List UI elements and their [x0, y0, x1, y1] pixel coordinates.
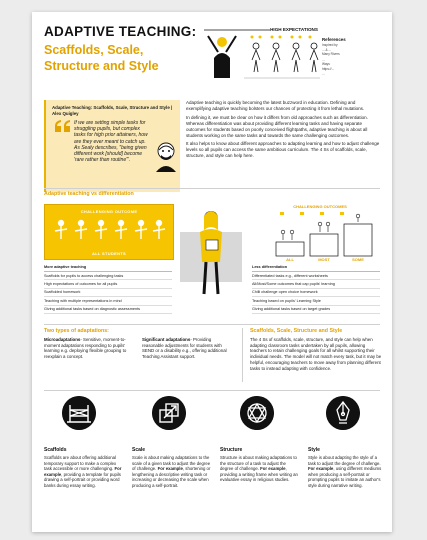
table-row: Chilli challenge open choice homework: [252, 289, 380, 297]
table-row: Scaffolded homework: [44, 289, 172, 297]
card-style: [308, 396, 384, 489]
less-differentiation-table: [252, 264, 380, 314]
table-row: Differentiated tasks e.g., different worksheets: [252, 272, 380, 280]
card-structure: [220, 396, 300, 483]
card-title: Scaffolds: [44, 447, 67, 453]
adaptations-heading: Two types of adaptations:: [44, 328, 109, 334]
banner-label: HIGH EXPECTATIONS: [270, 27, 318, 32]
table-row: Giving additional tasks based on target grades: [252, 306, 380, 314]
column-divider: [242, 328, 243, 382]
references: References Inspired by ... & ... Many Rivers ... Ways https://... ...: [322, 38, 386, 76]
card-title: Style: [308, 447, 320, 453]
table-header: Less differentiation: [252, 264, 380, 272]
card-text: Scale is about making adaptations to the scale of a given task to adjust the degree of challenge. For example, shortening or lengthening a descriptive writing task or increasing or decreasing the scale when producing a self-portrait.: [132, 455, 211, 488]
micro-adaptations-text: Microadaptations- Sensitive, moment-to-moment adaptations responding to pupils' learning e.g. deploying flexible grouping to reexplain a concept.: [44, 337, 127, 360]
table-row: Giving additional tasks based on diagnostic assessments: [44, 306, 172, 314]
intro-paragraph-2: In defining it, we must be clear on how it differs from old approaches such as differentiation. Whereas differentiation was about providing different learning tasks and having separate outcomes for students based on poorly conceived flightpaths, adaptive teaching is about all students working on the same tasks and towards the same challenging outcomes.: [186, 114, 368, 138]
adaptive-outcome-chart: [44, 204, 174, 260]
table-row: Teaching based on pupils' Learning Style: [252, 297, 380, 305]
section-divider: [44, 188, 380, 189]
label-most: MOST: [318, 257, 330, 262]
infographic-page: [32, 12, 392, 532]
card-title: Structure: [220, 447, 243, 453]
card-scale: [132, 396, 212, 489]
comparison-heading: Adaptive teaching vs differentiation: [44, 191, 134, 197]
section-divider: [44, 324, 380, 325]
intro-paragraph-1: Adaptive teaching is quickly becoming the latest buzzword in education. Defining and exemplifying adaptive teaching bolsters our chances of protecting it from lethal mutations.: [186, 100, 365, 111]
structure-icon: [240, 396, 274, 430]
four-s-heading: Scaffolds, Scale, Structure and Style: [250, 328, 343, 334]
quote-mark-icon: [54, 120, 72, 132]
more-adaptive-table: [44, 264, 172, 314]
chart-top-label: CHALLENGING OUTCOME: [80, 209, 138, 214]
quote-box: [44, 100, 180, 192]
author-portrait-icon: [154, 140, 178, 172]
quote-text: If we are setting simple tasks for struggling pupils, but complex tasks for high prior attainers, how are they ever meant to catch up. As Sealy describes, "being given different work [should] become 'rare rather than routine'".: [74, 120, 148, 164]
scale-icon: [152, 396, 186, 430]
differentiated-outcome-chart: [258, 202, 382, 262]
page-subtitle-line2: Structure and Style: [44, 59, 159, 73]
page-title: ADAPTIVE TEACHING:: [44, 24, 197, 39]
chart-bottom-label: ALL STUDENTS: [92, 251, 126, 256]
card-text: Scaffolds are about offering additional temporary support to make a complex task accessible or more challenging. For example, providing a template for pupils drawing a self-portrait or providing word banks during essay writing.: [44, 455, 122, 488]
right-chart-top-label: CHALLENGING OUTCOMES: [293, 204, 347, 209]
references-heading: References: [322, 37, 346, 42]
card-text: Style is about adapting the style of a task to adjust the degree of challenge. For example, using different mediums when producing a self-portrait or prompting pupils to imitate an author's style during narrative writing.: [308, 455, 382, 488]
significant-adaptations-text: Significant adaptations- Providing reasonable adjustments for students with SEND or a disability e.g., offering additional Teaching Assistant support.: [142, 337, 227, 360]
intro-paragraph-3: It also helps to know about different approaches to adapting learning and how to adjust challenge levels so all pupils can access the same ambitious curriculum. The 4 Ss of scaffolds, scale, structure, and style can help here.: [186, 141, 380, 159]
page-subtitle-line1: Scaffolds, Scale,: [44, 43, 144, 57]
label-all: ALL: [286, 257, 294, 262]
quote-title: Adaptive Teaching: Scaffolds, Scale, Structure and Style | Alex Quigley: [52, 105, 173, 116]
scaffold-icon: [62, 396, 96, 430]
table-row: All/Most/Some outcomes that cap pupils' learning: [252, 280, 380, 288]
table-row: Scaffolds for pupils to access challenging tasks: [44, 272, 172, 280]
table-row: Teaching with multiple representations in mind: [44, 297, 172, 305]
style-icon: [326, 396, 360, 430]
section-divider: [44, 390, 380, 391]
card-text: Structure is about making adaptations to the structure of a task to adjust the degree of challenge. For example, providing a writing frame when writing an evaluative essay in religious studies.: [220, 455, 298, 483]
label-some: SOME: [352, 257, 364, 262]
table-row: High expectations of outcomes for all pupils: [44, 280, 172, 288]
table-header: More adaptive teaching: [44, 264, 172, 272]
stick-figures: [51, 217, 167, 249]
student-illustration: [180, 202, 242, 302]
card-title: Scale: [132, 447, 146, 453]
four-s-text: The 4 Ss of scaffolds, scale, structure, and style can help when adapting classroom tasks undertaken by all pupils, allowing teachers to retain challenging goals for all whilst supporting their individual needs. The model will not match every task, but it may be helpful, encouraging teachers to move away from planning different tasks to instead adapting with confidence.: [250, 337, 382, 371]
card-scaffolds: [44, 396, 124, 489]
intro-text: [186, 100, 380, 162]
